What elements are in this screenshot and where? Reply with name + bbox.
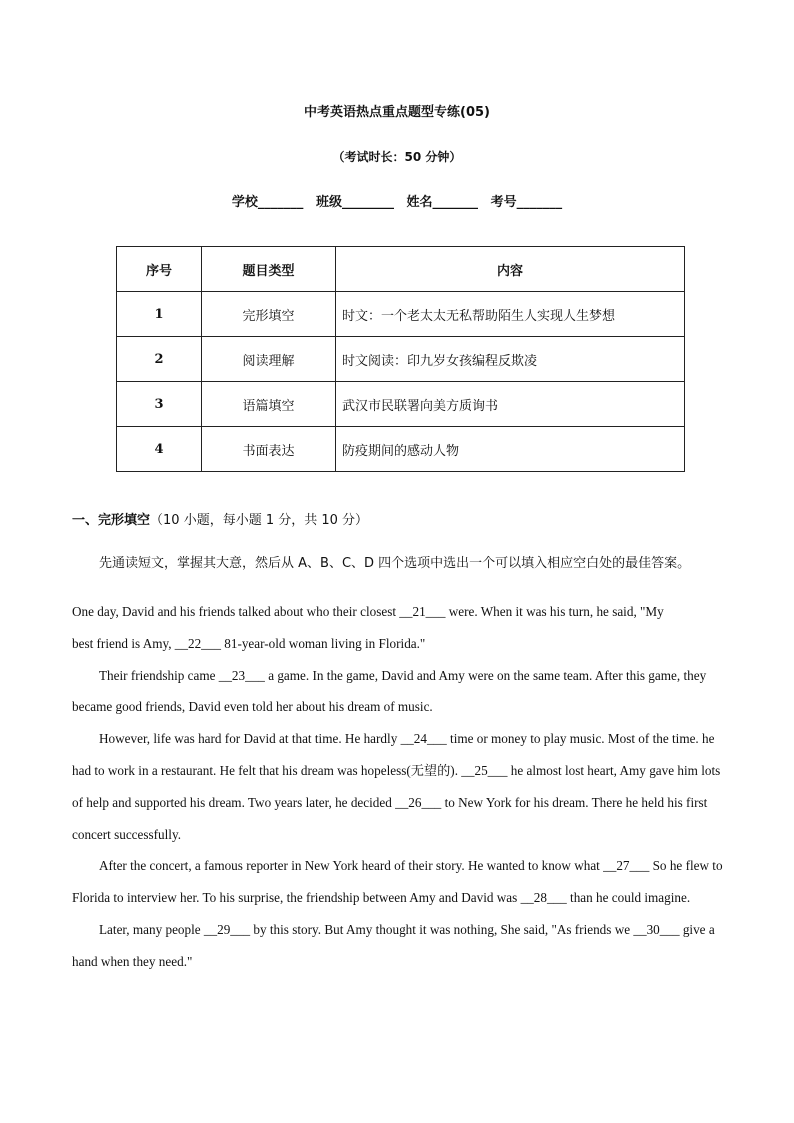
- row-number: 1: [117, 292, 202, 337]
- question-content: 武汉市民联署向美方质询书: [336, 382, 685, 427]
- column-header: 内容: [336, 247, 685, 292]
- school-field: 学校_______: [231, 195, 304, 210]
- row-number: 2: [117, 337, 202, 382]
- section-heading-scoring: （10 小题，每小题 1 分，共 10 分）: [150, 513, 369, 528]
- row-number: 4: [117, 427, 202, 472]
- question-type: 阅读理解: [202, 337, 336, 382]
- passage-paragraph-4: After the concert, a famous reporter in New York heard of their story. He wanted to know what __27___ So he flew to Florida to interview her. To his surprise, the friendship between Amy and David was __28___ than he could imagine.: [72, 858, 723, 906]
- table-row: [117, 427, 685, 472]
- question-type: 完形填空: [202, 292, 336, 337]
- table-row: [117, 337, 685, 382]
- section-heading-title: 一、完形填空: [72, 513, 151, 528]
- table-row: [117, 382, 685, 427]
- section-heading: [72, 509, 368, 528]
- exam-number-field: 考号_______: [490, 195, 563, 210]
- name-field: 姓名_______: [406, 195, 479, 210]
- question-content: 时文阅读：印九岁女孩编程反欺凌: [336, 337, 685, 382]
- question-type: 书面表达: [202, 427, 336, 472]
- column-header: 题目类型: [202, 247, 336, 292]
- question-type: 语篇填空: [202, 382, 336, 427]
- exam-duration: （考试时长：50 分钟）: [332, 150, 462, 164]
- passage-paragraph-2: Their friendship came __23___ a game. In the game, David and Amy were on the same team. After this game, they became good friends, David even told her about his dream of music.: [72, 667, 707, 715]
- student-info-line: [0, 191, 794, 210]
- section-instruction: 先通读短文，掌握其大意，然后从 A、B、C、D 四个选项中选出一个可以填入相应空白处的最佳答案。: [99, 556, 691, 571]
- passage-paragraph-5: Later, many people __29___ by this story. But Amy thought it was nothing, She said, "As friends we __30___ give a hand when they need.": [72, 921, 715, 969]
- table-row: [117, 292, 685, 337]
- class-field: 班级________: [315, 195, 394, 210]
- question-content: 防疫期间的感动人物: [336, 427, 685, 472]
- table-header-row: [117, 247, 685, 292]
- page-title: 中考英语热点重点题型专练(05): [304, 105, 490, 120]
- passage-paragraph-1-line-1: One day, David and his friends talked about who their closest __21___ were. When it was his turn, he said, "My: [72, 604, 664, 619]
- row-number: 3: [117, 382, 202, 427]
- question-content: 时文：一个老太太无私帮助陌生人实现人生梦想: [336, 292, 685, 337]
- column-header: 序号: [117, 247, 202, 292]
- question-summary-table: [116, 246, 685, 472]
- cloze-passage: [72, 596, 732, 978]
- passage-paragraph-3: However, life was hard for David at that time. He hardly __24___ time or money to play music. Most of the time. he had to work in a restaurant. He felt that his dream was hopeless(无望的). __25___ he almost lost heart, Amy gave him lots of help and supported his dream. Two years later, he decided __26___ to New York for his dream. There he held his first concert successfully.: [72, 731, 721, 842]
- passage-paragraph-1-line-2: best friend is Amy, __22___ 81-year-old woman living in Florida.": [72, 635, 426, 651]
